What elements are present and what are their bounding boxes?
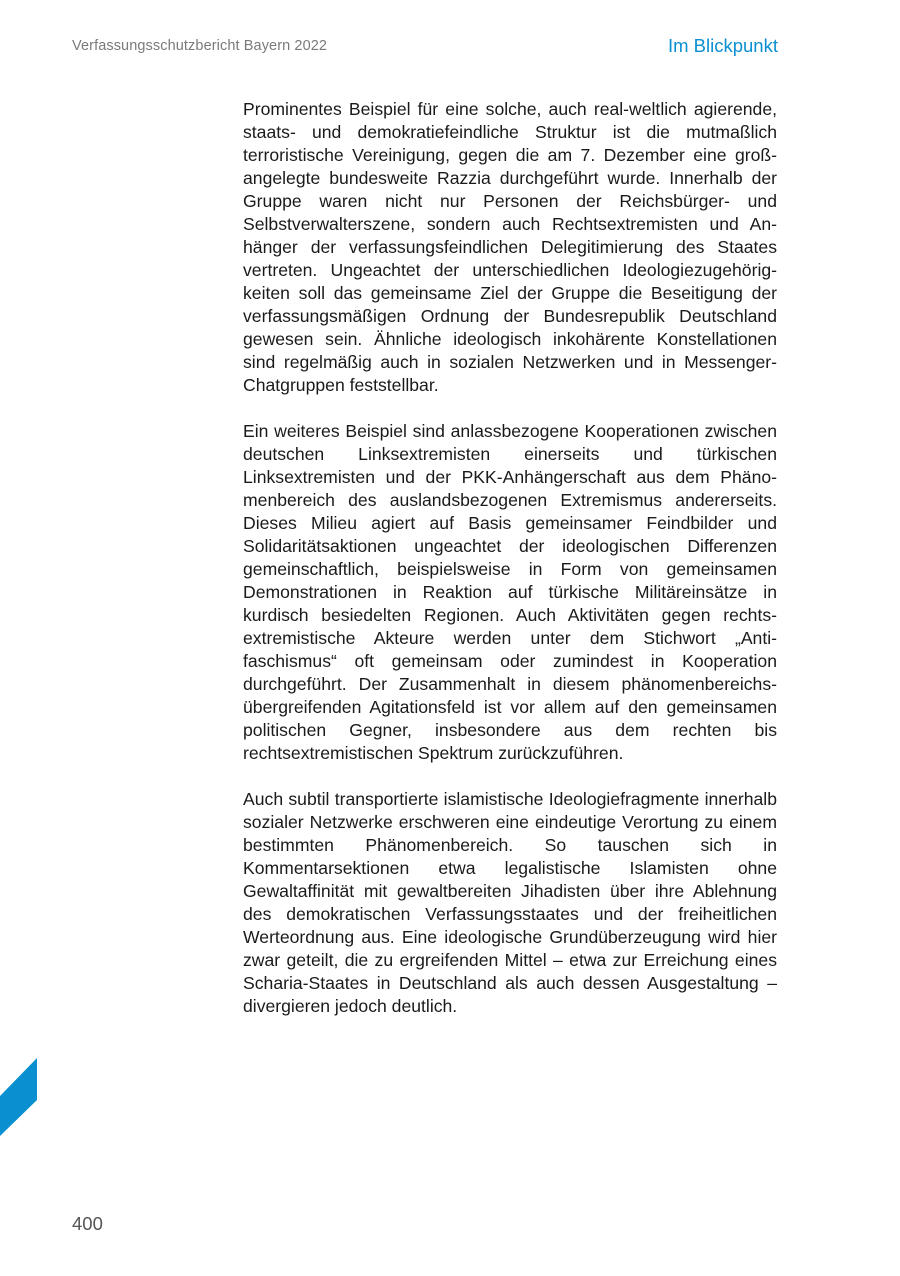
- page-number: 400: [72, 1213, 103, 1234]
- chapter-marker: [0, 1058, 37, 1136]
- body-text: [243, 98, 777, 1041]
- paragraph: Prominentes Beispiel für eine solche, auch real-weltlich agierende, staats- und demokratiefeindliche Struktur ist die mutmaßlich terroristische Vereinigung, gegen die am 7. Dezember eine großangelegte bundesweite Razzia durchgeführt wurde. Innerhalb der Gruppe waren nicht nur Personen der Reichsbürger- und Selbstverwalterszene, sondern auch Rechtsextremisten und Anhänger der verfassungsfeindlichen Delegitimierung des Staates vertreten. Ungeachtet der unterschiedlichen Ideologiezugehörigkeiten soll das gemeinsame Ziel der Gruppe die Beseitigung der verfassungsmäßigen Ordnung der Bundesrepublik Deutschland gewesen sein. Ähnliche ideologisch inkohärente Konstellationen sind regelmäßig auch in sozialen Netzwerken und in Messenger-Chatgruppen feststellbar.: [243, 99, 777, 395]
- section-title: Im Blickpunkt: [667, 35, 778, 56]
- running-header-title: Verfassungsschutzbericht Bayern 2022: [72, 38, 328, 54]
- paragraph: Auch subtil transportierte islamistische Ideologiefragmente innerhalb sozialer Netzwerke erschweren eine eindeutige Verortung zu einem bestimmten Phänomenbereich. So tauschen sich in Kommentarsektionen etwa legalistische Islamisten ohne Gewaltaffinität mit gewaltbereiten Jihadisten über ihre Ablehnung des demokratischen Verfassungsstaates und der freiheitlichen Werteordnung aus. Eine ideologische Grundüberzeugung wird hier zwar geteilt, die zu ergreifenden Mittel – etwa zur Erreichung eines Scharia-Staates in Deutschland als auch dessen Ausgestaltung – divergieren jedoch deutlich.: [243, 789, 777, 1016]
- paragraph: Ein weiteres Beispiel sind anlassbezogene Kooperationen zwischen deutschen Linksextremisten einerseits und türkischen Linksextremisten und der PKK-Anhängerschaft aus dem Phänomenbereich des auslandsbezogenen Extremismus andererseits. Dieses Milieu agiert auf Basis gemeinsamer Feindbilder und Solidaritätsaktionen ungeachtet der ideologischen Differenzen gemeinschaftlich, beispielsweise in Form von gemeinsamen Demonstrationen in Reaktion auf türkische Militäreinsätze in kurdisch besiedelten Regionen. Auch Aktivitäten gegen rechtsextremistische Akteure werden unter dem Stichwort „Antifaschismus“ oft gemeinsam oder zumindest in Kooperation durchgeführt. Der Zusammenhalt in diesem phänomenbereichsübergreifenden Agitationsfeld ist vor allem auf den gemeinsamen politischen Gegner, insbesondere aus dem rechten bis rechtsextremistischen Spektrum zurückzuführen.: [243, 421, 777, 763]
